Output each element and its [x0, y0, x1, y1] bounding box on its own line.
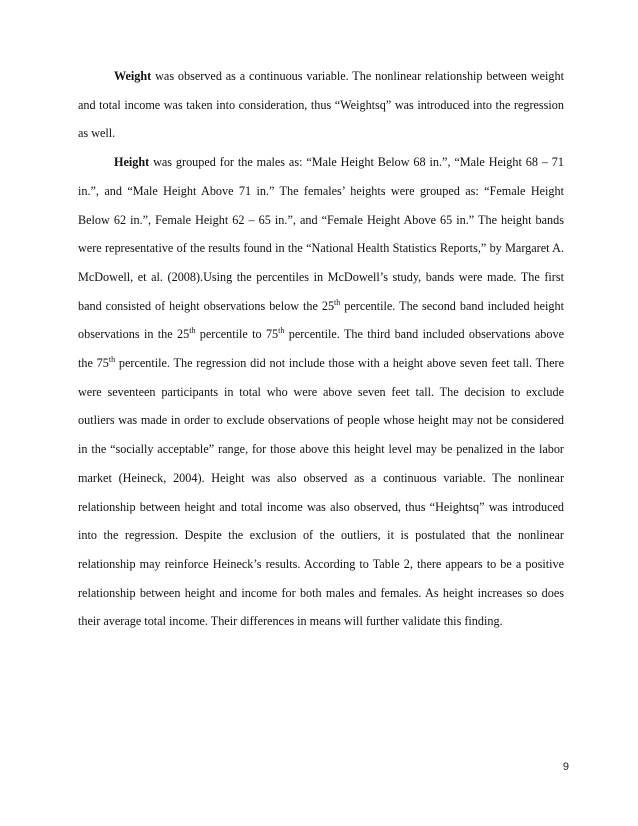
height-paragraph-text-3: percentile to 75	[195, 327, 279, 342]
weight-paragraph	[78, 62, 564, 148]
height-paragraph-text-2: percentile. The second band included height observations in the 25	[78, 298, 564, 342]
superscript-th-1: th	[334, 297, 341, 307]
height-term: Height	[114, 155, 150, 170]
superscript-th-4: th	[108, 355, 116, 365]
superscript-th-2: th	[189, 326, 196, 336]
height-paragraph-text-1: was grouped for the males as: “Male Height Below 68 in.”, “Male Height 68 – 71 in.”, and “Male Height Above 71 in.” The females’ heights were grouped as: “Female Height Below 62 in.”, Female Height 62 – 65 in.”, and “Female Height Above 65 in.” The height bands were representative of the results found in the “National Health Statistics Reports,” by Margaret A. McDowell, et al. (2008).Using the percentiles in McDowell’s study, bands were made. The first band consisted of height observations below the 25	[78, 155, 564, 313]
body-text	[78, 62, 564, 636]
weight-term: Weight	[114, 69, 152, 83]
weight-paragraph-text: was observed as a continuous variable. The nonlinear relationship between weight and total income was taken into consideration, thus “Weightsq” was introduced into the regression as well.	[78, 69, 564, 141]
height-paragraph	[78, 148, 564, 636]
page-number: 9	[562, 761, 569, 773]
height-paragraph-text-5: percentile. The regression did not include those with a height above seven feet tall. There were seventeen participants in total who were above seven feet tall. The decision to exclude outliers was made in order to exclude observations of people whose height may not be considered in the “socially acceptable” range, for those above this height level may be penalized in the labor market (Heineck, 2004). Height was also observed as a continuous variable. The nonlinear relationship between height and total income was also observed, thus “Heightsq” was introduced into the regression. Despite the exclusion of the outliers, it is postulated that the nonlinear relationship may reinforce Heineck’s results. According to Table 2, there appears to be a positive relationship between height and income for both males and females. As height increases so does their average total income. Their differences in means will further validate this finding.	[78, 356, 564, 629]
height-paragraph-text-4: percentile. The third band included observations above the 75	[78, 327, 564, 371]
superscript-th-3: th	[278, 326, 285, 336]
